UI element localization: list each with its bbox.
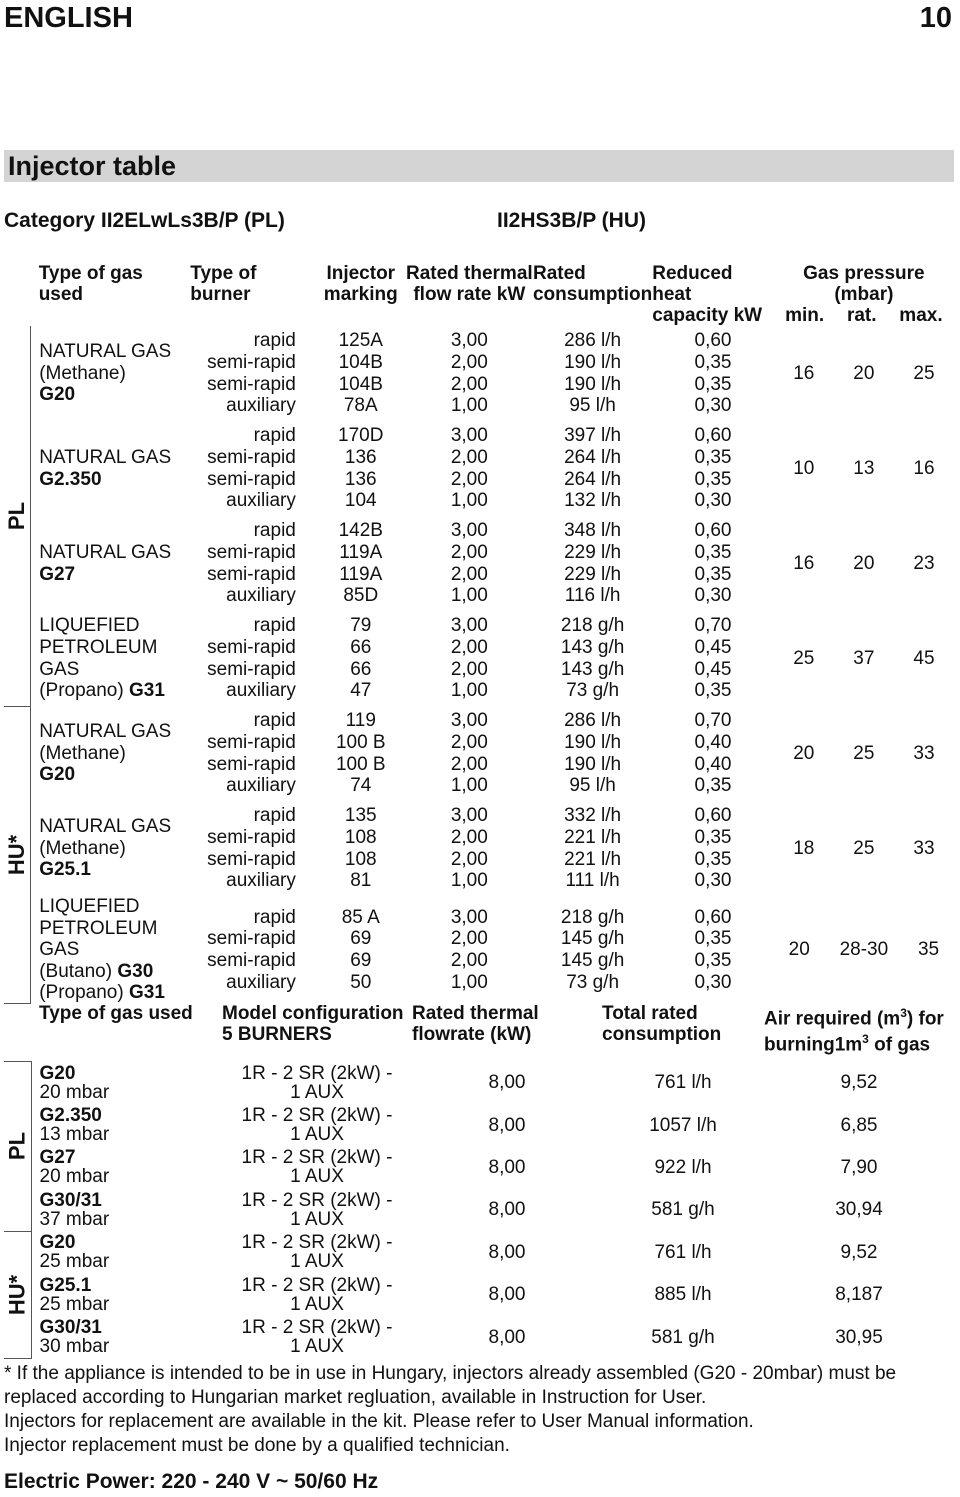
pressure-pmin: 20: [793, 742, 815, 764]
pressure-cell: [774, 706, 954, 801]
t2-model-cell: 1R - 2 SR (2kW) - 1 AUX: [241, 1232, 393, 1273]
reduced-cell: 0,60 0,35 0,35 0,30: [694, 520, 732, 607]
reduced-cell: 0,60 0,35 0,35 0,30: [694, 805, 732, 892]
pressure-prat: 13: [853, 457, 875, 479]
injector-cell: 125A 104B 104B 78A: [338, 330, 383, 417]
t2-model-cell: 1R - 2 SR (2kW) - 1 AUX: [241, 1062, 393, 1103]
thermal-cell: 3,00 2,00 2,00 1,00: [450, 425, 488, 512]
pressure-pmin: 18: [793, 837, 815, 859]
t2-model-cell: 1R - 2 SR (2kW) - 1 AUX: [241, 1105, 393, 1146]
injector-table: [4, 258, 954, 1004]
pressure-cell: [774, 421, 954, 516]
pressure-pmax: 35: [917, 939, 940, 961]
consumption-cell: 218 g/h 145 g/h 145 g/h 73 g/h: [560, 906, 625, 993]
configuration-table: [4, 998, 954, 1359]
category-pl: Category II2ELwLs3B/P (PL): [4, 209, 285, 232]
header-consumption: Rated consumption: [532, 263, 653, 305]
t2-gas-cell: G30/31 30 mbar: [39, 1317, 110, 1358]
header-pmax: max.: [899, 305, 943, 326]
gas-type-cell: LIQUEFIED PETROLEUM GAS (Butano) G30 (Propano) G31: [39, 896, 165, 1004]
configuration-row: [4, 1231, 954, 1273]
pressure-prat: 25: [853, 837, 875, 859]
t2-gas-cell: G20 20 mbar: [39, 1062, 110, 1103]
t2-model-cell: 1R - 2 SR (2kW) - 1 AUX: [241, 1317, 393, 1358]
consumption-cell: 397 l/h 264 l/h 264 l/h 132 l/h: [564, 425, 622, 512]
header-gas-type: Type of gas used: [38, 263, 143, 305]
injector-cell: 85 A 69 69 50: [341, 906, 380, 993]
pressure-pmax: 33: [913, 742, 935, 764]
pressure-pmin: 20: [788, 939, 810, 961]
t2-air-cell: 30,95: [835, 1326, 883, 1348]
region-hu: HU*: [4, 706, 31, 1004]
header-thermal: Rated thermal flow rate kW: [405, 263, 533, 305]
configuration-row: [4, 1316, 954, 1358]
pressure-pmax: 16: [913, 457, 935, 479]
t2-gas-cell: G27 20 mbar: [39, 1147, 110, 1188]
thermal-cell: 3,00 2,00 2,00 1,00: [450, 710, 488, 797]
injector-row: [4, 516, 954, 611]
t2-total-cell: 761 l/h: [654, 1072, 712, 1094]
pressure-pmax: 45: [913, 647, 935, 669]
t2-thermal-cell: 8,00: [488, 1284, 526, 1306]
header-reduced: Reduced heat capacity kW: [652, 263, 763, 326]
t2-gas-cell: G20 25 mbar: [39, 1232, 110, 1273]
injector-row: [4, 896, 954, 1004]
gas-type-cell: LIQUEFIED PETROLEUM GAS (Propano) G31: [39, 615, 165, 702]
thermal-cell: 3,00 2,00 2,00 1,00: [450, 906, 488, 993]
pressure-prat: 28-30: [839, 939, 889, 961]
injector-row: [4, 611, 954, 706]
t2-thermal-cell: 8,00: [488, 1072, 526, 1094]
pressure-prat: 25: [853, 742, 875, 764]
t2-model-cell: 1R - 2 SR (2kW) - 1 AUX: [241, 1147, 393, 1188]
t2-thermal-cell: 8,00: [488, 1114, 526, 1136]
thermal-cell: 3,00 2,00 2,00 1,00: [450, 520, 488, 607]
gas-type-cell: NATURAL GAS (Methane) G20: [39, 341, 172, 406]
t2-gas-cell: G2.350 13 mbar: [39, 1105, 110, 1146]
pressure-cell: [774, 516, 954, 611]
configuration-row: [4, 1273, 954, 1315]
pressure-pmax: 33: [913, 837, 935, 859]
footnote: [4, 1362, 954, 1458]
burner-cell: rapid semi-rapid semi-rapid auxiliary: [207, 425, 296, 512]
footnote-line-2: Injectors for replacement are available in the kit. Please refer to User Manual information.: [4, 1411, 754, 1432]
configuration-row: [4, 1146, 954, 1188]
reduced-cell: 0,60 0,35 0,35 0,30: [694, 330, 732, 417]
pressure-cell: [774, 801, 954, 896]
t2-air-cell: 9,52: [840, 1241, 878, 1263]
t2-air-cell: 30,94: [835, 1199, 883, 1221]
t2-header-total: Total rated consumption: [602, 1003, 722, 1045]
section-title: Injector table: [4, 150, 954, 182]
reduced-cell: 0,60 0,35 0,35 0,30: [694, 425, 732, 512]
t2-header-gas-type: Type of gas used: [39, 1003, 193, 1024]
t2-air-cell: 6,85: [840, 1114, 878, 1136]
t2-thermal-cell: 8,00: [488, 1241, 526, 1263]
t2-region-pl: PL: [4, 1062, 31, 1232]
header-burner-type: Type of burner: [190, 263, 257, 305]
t2-total-cell: 1057 l/h: [649, 1114, 717, 1136]
t2-header-model: Model configuration 5 BURNERS: [222, 1003, 404, 1045]
t2-total-cell: 922 l/h: [654, 1156, 712, 1178]
burner-cell: rapid semi-rapid semi-rapid auxiliary: [207, 615, 296, 702]
burner-cell: rapid semi-rapid semi-rapid auxiliary: [207, 906, 296, 993]
injector-cell: 170D 136 136 104: [338, 425, 384, 512]
t2-header-air: Air required $(m^3)$ for $burning1m^3$ of gas: [764, 1006, 944, 1056]
reduced-cell: 0,70 0,40 0,40 0,35: [694, 710, 732, 797]
category-hu: II2HS3B/P (HU): [497, 209, 646, 232]
injector-cell: 119 100 B 100 B 74: [335, 710, 386, 797]
t2-total-cell: 581 g/h: [651, 1199, 715, 1221]
pressure-prat: 20: [853, 362, 875, 384]
t2-thermal-cell: 8,00: [488, 1326, 526, 1348]
t2-header-thermal: Rated thermal flowrate (kW): [412, 1003, 539, 1045]
consumption-cell: 348 l/h 229 l/h 229 l/h 116 l/h: [564, 520, 622, 607]
header-injector: Injector marking: [323, 263, 398, 305]
pressure-pmin: 16: [793, 552, 815, 574]
consumption-cell: 286 l/h 190 l/h 190 l/h 95 l/h: [564, 330, 622, 417]
t2-model-cell: 1R - 2 SR (2kW) - 1 AUX: [241, 1189, 393, 1230]
t2-thermal-cell: 8,00: [488, 1156, 526, 1178]
injector-row: [4, 421, 954, 516]
burner-cell: rapid semi-rapid semi-rapid auxiliary: [207, 805, 296, 892]
header-pressure: Gas pressure (mbar) min. rat. max.: [785, 263, 943, 326]
header-pmin: min.: [785, 305, 825, 326]
pressure-prat: 37: [853, 647, 875, 669]
pressure-prat: 20: [853, 552, 875, 574]
injector-cell: 79 66 66 47: [350, 615, 372, 702]
pressure-pmin: 25: [793, 647, 815, 669]
t2-air-cell: 8,187: [835, 1284, 883, 1306]
burner-cell: rapid semi-rapid semi-rapid auxiliary: [207, 330, 296, 417]
injector-row: [4, 326, 954, 421]
t2-air-cell: 9,52: [840, 1072, 878, 1094]
gas-type-cell: NATURAL GAS (Methane) G25.1: [39, 816, 172, 881]
t2-gas-cell: G30/31 37 mbar: [39, 1189, 110, 1230]
t2-total-cell: 761 l/h: [654, 1241, 712, 1263]
burner-cell: rapid semi-rapid semi-rapid auxiliary: [207, 520, 296, 607]
region-pl: PL: [4, 326, 31, 706]
pressure-cell: [774, 326, 954, 421]
pressure-pmax: 25: [913, 362, 935, 384]
pressure-pmax: 23: [913, 552, 935, 574]
gas-type-cell: NATURAL GAS (Methane) G20: [39, 721, 172, 786]
configuration-row: [4, 1104, 954, 1146]
injector-row: [4, 706, 954, 801]
consumption-cell: 218 g/h 143 g/h 143 g/h 73 g/h: [560, 615, 625, 702]
t2-model-cell: 1R - 2 SR (2kW) - 1 AUX: [241, 1274, 393, 1315]
pressure-cell: [774, 611, 954, 706]
gas-type-cell: NATURAL GAS G27: [39, 541, 172, 585]
t2-gas-cell: G25.1 25 mbar: [39, 1274, 110, 1315]
t2-total-cell: 581 g/h: [651, 1326, 715, 1348]
thermal-cell: 3,00 2,00 2,00 1,00: [450, 805, 488, 892]
t2-region-hu: HU*: [4, 1231, 31, 1358]
pressure-cell: [774, 896, 954, 1004]
reduced-cell: 0,60 0,35 0,35 0,30: [694, 906, 732, 993]
pressure-pmin: 16: [793, 362, 815, 384]
consumption-cell: 286 l/h 190 l/h 190 l/h 95 l/h: [564, 710, 622, 797]
configuration-row: [4, 1062, 954, 1104]
header-language: ENGLISH: [4, 2, 133, 34]
t2-total-cell: 885 l/h: [654, 1284, 712, 1306]
gas-type-cell: NATURAL GAS G2.350: [39, 446, 172, 490]
configuration-row: [4, 1189, 954, 1231]
pressure-pmin: 10: [793, 457, 815, 479]
injector-row: [4, 801, 954, 896]
thermal-cell: 3,00 2,00 2,00 1,00: [450, 330, 488, 417]
injector-cell: 135 108 108 81: [344, 805, 377, 892]
footnote-line-3: Injector replacement must be done by a qualified technician.: [4, 1435, 510, 1456]
footnote-line-1: * If the appliance is intended to be in use in Hungary, injectors already assembled (G20 - 20mbar) must be replaced according to Hungarian market regluation, available in Instruction for User.: [4, 1363, 897, 1408]
burner-cell: rapid semi-rapid semi-rapid auxiliary: [207, 710, 296, 797]
reduced-cell: 0,70 0,45 0,45 0,35: [694, 615, 732, 702]
injector-cell: 142B 119A 119A 85D: [338, 520, 383, 607]
t2-air-cell: 7,90: [840, 1156, 878, 1178]
t2-thermal-cell: 8,00: [488, 1199, 526, 1221]
header-prat: rat.: [846, 305, 877, 326]
consumption-cell: 332 l/h 221 l/h 221 l/h 111 l/h: [564, 805, 622, 892]
page-number: 10: [919, 2, 952, 34]
electric-power: Electric Power: 220 - 240 V ~ 50/60 Hz: [4, 1470, 379, 1493]
thermal-cell: 3,00 2,00 2,00 1,00: [450, 615, 488, 702]
